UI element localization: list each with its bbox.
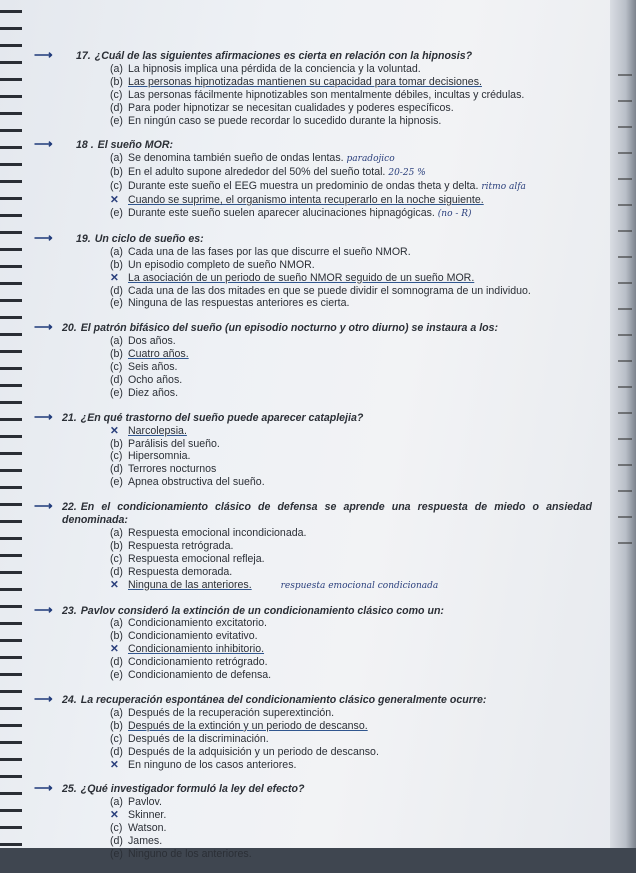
option: (c) Respuesta emocional refleja. <box>110 552 265 565</box>
option: (a) Cada una de las fases por las que discurre el sueño NMOR. <box>110 245 411 258</box>
option: (d) Cada una de las dos mitades en que se puede dividir el somnograma de un individuo. <box>110 284 531 297</box>
answer-check-icon: ✕ <box>110 578 119 591</box>
question-23: ⟶ 23. Pavlov consideró la extinción de un condicionamiento clásico como un: (a) Condicionamiento excitatorio. (b) Condicionamiento evitativo. ✕ Condicionamiento inhibitorio. (d) Condicionamiento retrógrado. (e) Condicionamiento de defensa. <box>62 605 592 682</box>
option: (b) Después de la extinción y un periodo de descanso. <box>110 719 368 732</box>
question-text: El patrón bifásico del sueño (un episodio nocturno y otro diurno) se instaura a los: <box>80 322 499 335</box>
handwritten-note: 20-25 % <box>388 168 426 179</box>
question-text: El sueño MOR: <box>97 139 174 152</box>
option: ✕ Condicionamiento inhibitorio. <box>110 643 265 656</box>
question-text: Un ciclo de sueño es: <box>94 232 204 245</box>
option: (a) Pavlov. <box>110 796 162 809</box>
option: (a) La hipnosis implica una pérdida de la conciencia y la voluntad. <box>110 62 421 75</box>
option: (e) Ninguno de los anteriores. <box>110 847 252 860</box>
option: (c) Seis años. <box>110 361 178 374</box>
option: (e) Durante este sueño suelen aparecer alucinaciones hipnagógicas. (no - R) <box>110 206 472 219</box>
option: (e) En ningún caso se puede recordar lo sucedido durante la hipnosis. <box>110 114 442 127</box>
option: (b) Condicionamiento evitativo. <box>110 630 258 643</box>
question-text: ¿En qué trastorno del sueño puede aparecer cataplejia? <box>80 411 364 424</box>
question-20: ⟶ 20. El patrón bifásico del sueño (un episodio nocturno y otro diurno) se instaura a los: (a) Dos años. (b) Cuatro años. (c) Seis años. (d) Ocho años. (e) Diez años. <box>62 322 592 399</box>
arrow-mark: ⟶ <box>34 408 53 424</box>
option: ✕ La asociación de un periodo de sueño NMOR seguido de un sueño MOR. <box>110 271 475 284</box>
answer-check-icon: ✕ <box>110 271 119 284</box>
question-17: ⟶ 17. ¿Cuál de las siguientes afirmaciones es cierta en relación con la hipnosis? (a) La hipnosis implica una pérdida de la conciencia y la voluntad. (b) Las personas hipnotizadas mantienen su capacidad para tomar decisiones. (c) Las personas fácilmente hipnotizables son mentalmente débiles, incultas y crédulas. (d) Para poder hipnotizar se necesitan cualidades y poderes específicos. (e) En ningún caso se puede recordar lo sucedido durante la hipnosis. <box>62 50 592 127</box>
option: (e) Condicionamiento de defensa. <box>110 669 272 682</box>
question-text: Pavlov consideró la extinción de un condicionamiento clásico como un: <box>80 604 444 617</box>
option: (d) Condicionamiento retrógrado. <box>110 656 268 669</box>
arrow-mark: ⟶ <box>34 690 53 706</box>
option: (a) Dos años. <box>110 335 176 348</box>
option: (c) Hipersomnia. <box>110 450 191 463</box>
question-22: ⟶ 22. En el condicionamiento clásico de defensa se aprende una respuesta de miedo o ansiedad denominada: (a) Respuesta emocional incondicionada. (b) Respuesta retrógrada. (c) Respuesta emocional refleja. (d) Respuesta demorada. ✕ Ninguna de las anteriores. respuesta emocional condicionada <box>34 498 592 591</box>
handwritten-note: respuesta emocional condicionada <box>280 580 439 591</box>
arrow-mark: ⟶ <box>34 780 53 796</box>
option: (d) Terrores nocturnos <box>110 463 217 476</box>
arrow-mark: ⟶ <box>34 498 53 514</box>
option: (e) Apnea obstructiva del sueño. <box>110 476 265 489</box>
option: (b) Parálisis del sueño. <box>110 437 220 450</box>
question-text: ¿Cuál de las siguientes afirmaciones es cierta en relación con la hipnosis? <box>94 50 473 62</box>
answer-check-icon: ✕ <box>110 758 119 771</box>
option: (c) Watson. <box>110 822 167 835</box>
arrow-mark: ⟶ <box>34 136 53 152</box>
option: (a) Respuesta emocional incondicionada. <box>110 527 307 539</box>
handwritten-note: paradojico <box>346 154 395 165</box>
option: ✕ Cuando se suprime, el organismo intenta recuperarlo en la noche siguiente. <box>110 194 484 207</box>
option: (d) James. <box>110 835 163 848</box>
arrow-mark: ⟶ <box>34 601 53 617</box>
handwritten-note: (no - R) <box>437 208 472 219</box>
question-19: ⟶ 19. Un ciclo de sueño es: (a) Cada una de las fases por las que discurre el sueño NMOR. (b) Un episodio completo de sueño NMOR. ✕ La asociación de un periodo de sueño NMOR seguido de un sueño MOR. (d) Cada una de las dos mitades en que se puede dividir el somnograma de un individuo. (e) Ninguna de las respuestas anteriores es cierta. <box>62 233 592 310</box>
option: (c) Después de la discriminación. <box>110 732 269 745</box>
option: ✕ En ninguno de los casos anteriores. <box>110 758 297 771</box>
answer-check-icon: ✕ <box>110 809 119 822</box>
question-list <box>34 47 592 873</box>
option: (e) Diez años. <box>110 386 179 399</box>
handwritten-note: ritmo alfa <box>481 182 526 193</box>
option: ✕ Narcolepsia. <box>110 424 187 437</box>
arrow-mark: ⟶ <box>34 229 53 245</box>
question-text: ¿Qué investigador formuló la ley del efecto? <box>80 783 305 796</box>
option: (e) Ninguna de las respuestas anteriores es cierta. <box>110 297 350 310</box>
question-18: ⟶ 18 . El sueño MOR: (a) Se denomina también sueño de ondas lentas. paradojico (b) En el adulto supone alrededor del 50% del sueño total. 20-25 % (c) Durante este sueño el EEG muestra un predominio de ondas theta y delta. ritmo alfa ✕ Cuando se suprime, el organismo intenta recuperarlo en la noche siguiente. (e) Durante este sueño suelen aparecer alucinaciones hipnagógicas. (no - R) <box>62 139 592 220</box>
option: (b) En el adulto supone alrededor del 50% del sueño total. 20-25 % <box>110 166 426 179</box>
question-21: ⟶ 21. ¿En qué trastorno del sueño puede aparecer cataplejia? ✕ Narcolepsia. (b) Parálisis del sueño. (c) Hipersomnia. (d) Terrores nocturnos (e) Apnea obstructiva del sueño. <box>62 412 592 489</box>
option: (d) Después de la adquisición y un periodo de descanso. <box>110 745 379 758</box>
option: ✕ Skinner. <box>110 809 167 822</box>
question-24: ⟶ 24. La recuperación espontánea del condicionamiento clásico generalmente ocurre: (a) Después de la recuperación superextinción. (b) Después de la extinción y un periodo de descanso. (c) Después de la discriminación. (d) Después de la adquisición y un periodo de descanso. ✕ En ninguno de los casos anteriores. <box>62 694 592 771</box>
arrow-mark: ⟶ <box>34 47 53 62</box>
spiral-binding <box>0 0 22 848</box>
option: (b) Respuesta retrógrada. <box>110 539 234 552</box>
option: (c) Las personas fácilmente hipnotizables son mentalmente débiles, incultas y crédulas. <box>110 88 525 101</box>
option: ✕ Ninguna de las anteriores. respuesta emocional condicionada <box>110 578 439 591</box>
option: (d) Para poder hipnotizar se necesitan cualidades y poderes específicos. <box>110 101 454 114</box>
option: (d) Respuesta demorada. <box>110 565 233 578</box>
option: (b) Cuatro años. <box>110 348 189 361</box>
option: (a) Condicionamiento excitatorio. <box>110 617 267 630</box>
option: (d) Ocho años. <box>110 373 183 386</box>
answer-check-icon: ✕ <box>110 194 119 207</box>
answer-check-icon: ✕ <box>110 424 119 437</box>
option: (c) Durante este sueño el EEG muestra un predominio de ondas theta y delta. ritmo alfa <box>110 180 526 193</box>
option: (b) Un episodio completo de sueño NMOR. <box>110 258 315 271</box>
question-text: La recuperación espontánea del condicionamiento clásico generalmente ocurre: <box>80 693 487 706</box>
sticky-tabs <box>618 60 632 560</box>
option: (b) Las personas hipnotizadas mantienen su capacidad para tomar decisiones. <box>110 75 482 88</box>
option: (a) Se denomina también sueño de ondas lentas. paradojico <box>110 152 395 165</box>
question-text: En el condicionamiento clásico de defensa se aprende una respuesta de miedo o ansiedad denominada: <box>62 501 592 527</box>
answer-check-icon: ✕ <box>110 643 119 656</box>
arrow-mark: ⟶ <box>34 319 53 335</box>
question-25: ⟶ 25. ¿Qué investigador formuló la ley del efecto? (a) Pavlov. ✕ Skinner. (c) Watson. (d) James. (e) Ninguno de los anteriores. <box>62 783 592 860</box>
option: (a) Después de la recuperación superextinción. <box>110 706 335 719</box>
